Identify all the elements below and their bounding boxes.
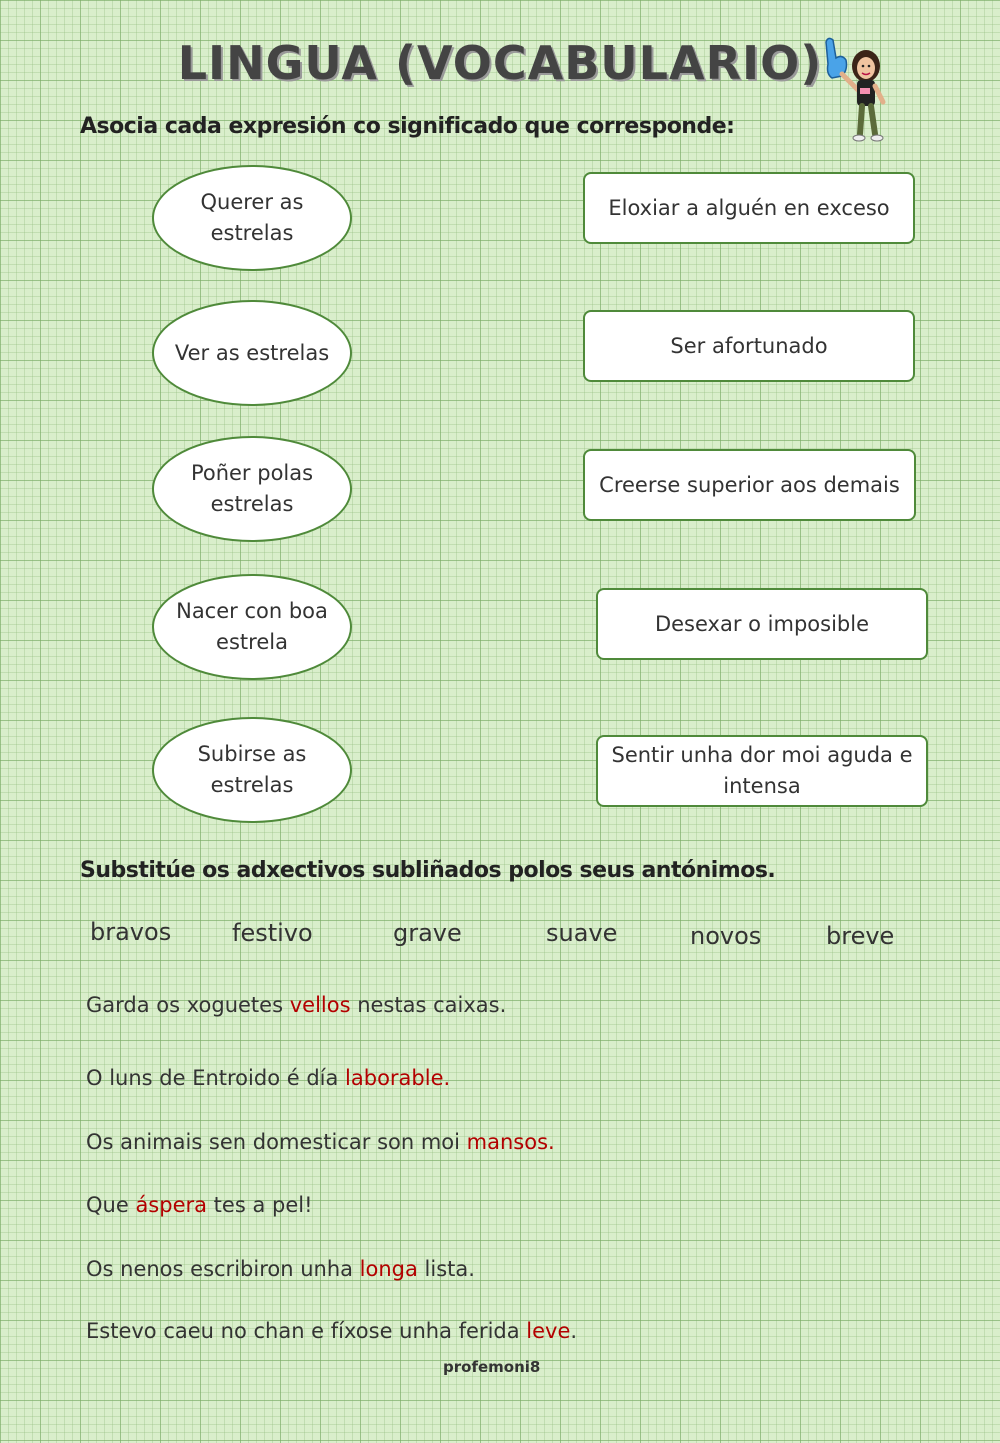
expression-oval[interactable]: Poñer polas estrelas: [152, 436, 352, 542]
word-bank-item[interactable]: festivo: [232, 919, 313, 947]
word-bank-item[interactable]: novos: [690, 922, 762, 950]
sentence: Os animais sen domesticar son moi mansos.: [86, 1130, 555, 1154]
highlighted-adjective[interactable]: leve: [526, 1319, 571, 1343]
sentence: Que áspera tes a pel!: [86, 1193, 313, 1217]
meaning-box[interactable]: Eloxiar a alguén en exceso: [583, 172, 915, 244]
expression-oval[interactable]: Nacer con boa estrela: [152, 574, 352, 680]
sentence: Garda os xoguetes vellos nestas caixas.: [86, 993, 507, 1017]
sentence: Os nenos escribiron unha longa lista.: [86, 1257, 475, 1281]
sentence: O luns de Entroido é día laborable.: [86, 1066, 451, 1090]
meaning-box[interactable]: Ser afortunado: [583, 310, 915, 382]
credit-text: profemoni8: [443, 1358, 541, 1376]
instruction-match: Asocia cada expresión co significado que corresponde:: [80, 114, 735, 139]
avatar-illustration: [820, 34, 900, 146]
meaning-box[interactable]: Creerse superior aos demais: [583, 449, 916, 521]
word-bank-item[interactable]: breve: [826, 922, 895, 950]
expression-oval[interactable]: Ver as estrelas: [152, 300, 352, 406]
word-bank-item[interactable]: suave: [546, 919, 618, 947]
instruction-antonyms: Substitúe os adxectivos subliñados polos seus antónimos.: [80, 858, 776, 883]
sentence: Estevo caeu no chan e fíxose unha ferida leve.: [86, 1319, 578, 1343]
expression-oval[interactable]: Querer as estrelas: [152, 165, 352, 271]
word-bank-item[interactable]: bravos: [90, 918, 172, 946]
highlighted-adjective[interactable]: laborable.: [345, 1066, 451, 1090]
highlighted-adjective[interactable]: vellos: [289, 993, 351, 1017]
meaning-box[interactable]: Sentir unha dor moi aguda e intensa: [596, 735, 928, 807]
highlighted-adjective[interactable]: áspera: [135, 1193, 207, 1217]
highlighted-adjective[interactable]: longa: [359, 1257, 418, 1281]
expression-oval[interactable]: Subirse as estrelas: [152, 717, 352, 823]
word-bank-item[interactable]: grave: [393, 919, 462, 947]
meaning-box[interactable]: Desexar o imposible: [596, 588, 928, 660]
page-title: LINGUA (VOCABULARIO): [177, 36, 823, 90]
highlighted-adjective[interactable]: mansos.: [466, 1130, 555, 1154]
